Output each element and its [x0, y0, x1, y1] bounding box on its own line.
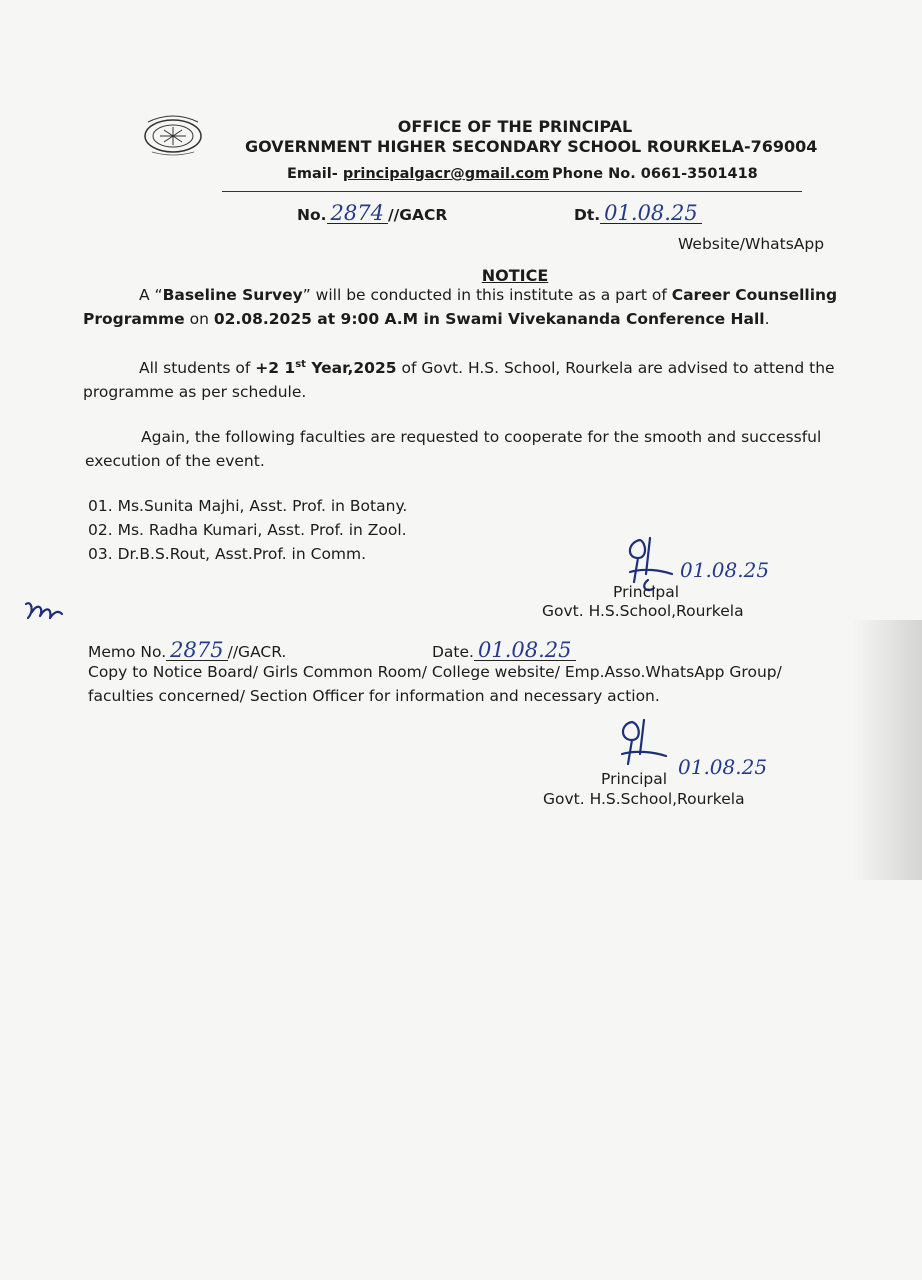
list-item: 01. Ms.Sunita Majhi, Asst. Prof. in Botany. [88, 497, 408, 515]
channel-note: Website/WhatsApp [678, 235, 825, 253]
office-title: OFFICE OF THE PRINCIPAL [397, 117, 633, 136]
header-divider [222, 191, 802, 192]
memo-no-value: 2875 [166, 640, 227, 661]
memo-no-suffix: //GACR. [227, 643, 287, 661]
phone-number: Phone No. 0661-3501418 [552, 166, 758, 182]
memo-date [432, 640, 576, 661]
signature-date: 01.08.25 [680, 558, 770, 582]
signature-date: 01.08.25 [678, 755, 768, 779]
email-link[interactable]: principalgacr@gmail.com [342, 166, 550, 182]
initials-mark-icon [22, 598, 64, 626]
signature-institution: Govt. H.S.School,Rourkela [542, 602, 744, 620]
school-logo-icon [140, 112, 206, 156]
notice-paragraph-2: All students of +2 1st Year,2025 of Govt. H.S. School, Rourkela are advised to attend the programme as per schedule. [83, 359, 835, 402]
signature-institution: Govt. H.S.School,Rourkela [543, 790, 745, 808]
email-label: Email- [287, 166, 338, 182]
memo-no-label: Memo No. [88, 643, 167, 661]
ref-no-value: 2874 [327, 203, 388, 224]
memo-date-label: Date. [432, 643, 474, 661]
memo-copy-to: Copy to Notice Board/ Girls Common Room/ College website/ Emp.Asso.WhatsApp Group/ faculties concerned/ Section Officer for information and necessary action. [88, 663, 782, 705]
principal-signature-icon [606, 714, 676, 778]
ref-no-label: No. [297, 206, 327, 224]
reference-number [297, 203, 447, 224]
signature-designation: Principal [613, 583, 680, 601]
school-name: GOVERNMENT HIGHER SECONDARY SCHOOL ROURKELA-769004 [245, 137, 818, 156]
paper-edge-shadow [852, 620, 922, 880]
list-item: 03. Dr.B.S.Rout, Asst.Prof. in Comm. [88, 545, 367, 563]
faculty-list [88, 494, 588, 566]
notice-title: NOTICE [481, 266, 549, 285]
memo-date-value: 01.08.25 [474, 640, 576, 661]
reference-date [574, 203, 702, 224]
notice-paragraph-3: Again, the following faculties are requested to cooperate for the smooth and successful execution of the event. [85, 428, 822, 470]
memo-number [88, 640, 286, 661]
ref-date-value: 01.08.25 [600, 203, 702, 224]
contact-line [287, 166, 549, 182]
ref-no-suffix: //GACR [387, 206, 448, 224]
ref-date-label: Dt. [574, 206, 601, 224]
notice-paragraph-1: A “Baseline Survey” will be conducted in this institute as a part of Career Counselling Programme on 02.08.2025 at 9:00 A.M in Swami Vivekananda Conference Hall. [83, 286, 838, 328]
list-item: 02. Ms. Radha Kumari, Asst. Prof. in Zool. [88, 521, 407, 539]
signature-designation: Principal [601, 770, 668, 788]
